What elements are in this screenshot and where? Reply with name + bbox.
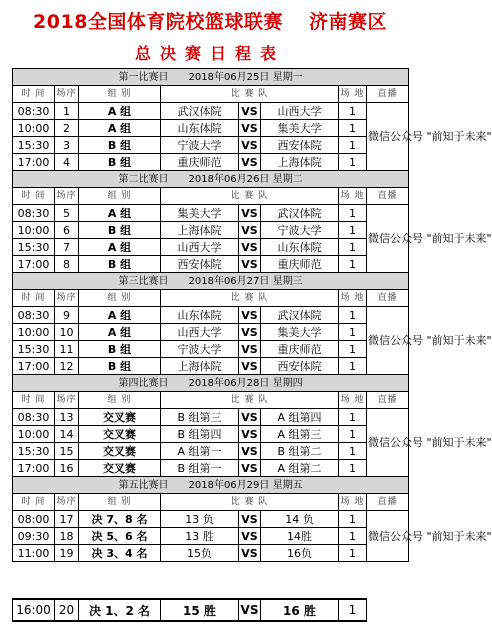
header-venue: 场 地 [339, 86, 367, 103]
vs-label: VS [239, 307, 261, 324]
match-order: 18 [55, 528, 79, 545]
vs-label: VS [239, 443, 261, 460]
match-time: 15:30 [13, 443, 55, 460]
home-team: 集美大学 [161, 205, 239, 222]
match-time: 15:30 [13, 341, 55, 358]
match-order: 6 [55, 222, 79, 239]
away-team: 重庆师范 [261, 341, 339, 358]
match-group: 决 5、6 名 [79, 528, 161, 545]
match-group: B 组 [79, 256, 161, 273]
home-team: 西安体院 [161, 256, 239, 273]
header-order: 场序 [55, 494, 79, 511]
match-row [13, 528, 409, 545]
home-team: B 组第四 [161, 426, 239, 443]
away-team: 山西大学 [261, 103, 339, 120]
match-venue: 1 [339, 528, 367, 545]
match-time: 17:00 [13, 358, 55, 375]
final-match-row [13, 599, 409, 621]
match-time: 10:00 [13, 120, 55, 137]
live-channel: 微信公众号 "前知于未来" [367, 307, 409, 375]
header-live: 直播 [367, 86, 409, 103]
match-row [13, 341, 409, 358]
match-row [13, 137, 409, 154]
match-group: 决 1、2 名 [79, 599, 161, 621]
match-venue: 1 [339, 307, 367, 324]
away-team: 上海体院 [261, 154, 339, 171]
header-live: 直播 [367, 188, 409, 205]
match-time: 08:30 [13, 205, 55, 222]
match-group: B 组 [79, 222, 161, 239]
league-name: 2018全国体育院校篮球联赛 [33, 11, 283, 33]
match-order: 20 [55, 599, 79, 621]
day-date: 2018年06月26日 星期二 [188, 173, 303, 185]
home-team: A 组第一 [161, 443, 239, 460]
vs-label: VS [239, 341, 261, 358]
header-venue: 场 地 [339, 392, 367, 409]
match-time: 08:30 [13, 409, 55, 426]
match-order: 2 [55, 120, 79, 137]
header-time: 时 间 [13, 188, 55, 205]
header-match: 比 赛 队 [161, 86, 339, 103]
header-venue: 场 地 [339, 494, 367, 511]
column-header-row [13, 86, 409, 103]
away-team: 西安体院 [261, 137, 339, 154]
match-order: 8 [55, 256, 79, 273]
day-header [13, 477, 409, 494]
header-time: 时 间 [13, 392, 55, 409]
match-time: 11:00 [13, 545, 55, 562]
away-team: 武汉体院 [261, 307, 339, 324]
vs-label: VS [239, 409, 261, 426]
day-date: 2018年06月25日 星期一 [188, 71, 303, 83]
day-header-row [13, 477, 409, 494]
away-team: A 组第四 [261, 409, 339, 426]
schedule-table [12, 68, 492, 562]
match-venue: 1 [339, 358, 367, 375]
home-team: 13 负 [161, 511, 239, 528]
away-team: 武汉体院 [261, 205, 339, 222]
match-row [13, 511, 409, 528]
match-order: 19 [55, 545, 79, 562]
header-time: 时 间 [13, 86, 55, 103]
away-team: A 组第二 [261, 460, 339, 477]
day-header-row [13, 375, 409, 392]
day-date: 2018年06月27日 星期三 [188, 275, 303, 287]
header-time: 时 间 [13, 290, 55, 307]
away-team: A 组第三 [261, 426, 339, 443]
away-team: 14胜 [261, 528, 339, 545]
match-row [13, 120, 409, 137]
day-header-row [13, 69, 409, 86]
vs-label: VS [239, 324, 261, 341]
day-date: 2018年06月29日 星期五 [188, 479, 303, 491]
home-team: 13 胜 [161, 528, 239, 545]
vs-label: VS [239, 426, 261, 443]
day-date: 2018年06月28日 星期四 [188, 377, 303, 389]
vs-label: VS [239, 460, 261, 477]
match-time: 09:30 [13, 528, 55, 545]
match-time: 10:00 [13, 426, 55, 443]
match-row [13, 443, 409, 460]
away-team: 集美大学 [261, 324, 339, 341]
match-group: A 组 [79, 239, 161, 256]
home-team: 重庆师范 [161, 154, 239, 171]
vs-label: VS [239, 222, 261, 239]
day-name: 第二比赛日 [118, 173, 169, 185]
match-row [13, 409, 409, 426]
match-order: 7 [55, 239, 79, 256]
vs-label: VS [239, 103, 261, 120]
vs-label: VS [239, 599, 261, 621]
day-header-row [13, 273, 409, 290]
match-group: 交叉赛 [79, 409, 161, 426]
match-row [13, 545, 409, 562]
match-group: 交叉赛 [79, 443, 161, 460]
vs-label: VS [239, 205, 261, 222]
home-team: 宁波大学 [161, 137, 239, 154]
column-header-row [13, 494, 409, 511]
day-header [13, 375, 409, 392]
header-live: 直播 [367, 392, 409, 409]
live-channel: 微信公众号 "前知于未来" [367, 205, 409, 273]
match-row [13, 307, 409, 324]
match-order: 9 [55, 307, 79, 324]
vs-label: VS [239, 137, 261, 154]
match-group: B 组 [79, 154, 161, 171]
match-venue: 1 [339, 409, 367, 426]
column-header-row [13, 188, 409, 205]
away-team: 16负 [261, 545, 339, 562]
header-order: 场序 [55, 188, 79, 205]
match-group: A 组 [79, 205, 161, 222]
match-time: 17:00 [13, 460, 55, 477]
day-name: 第三比赛日 [118, 275, 169, 287]
match-group: 交叉赛 [79, 460, 161, 477]
match-order: 3 [55, 137, 79, 154]
schedule-subtitle: 总决赛日程表 [134, 44, 285, 63]
match-row [13, 222, 409, 239]
match-row [13, 256, 409, 273]
home-team: 山东体院 [161, 120, 239, 137]
day-header [13, 171, 409, 188]
match-row [13, 103, 409, 120]
away-team: 集美大学 [261, 120, 339, 137]
match-venue: 1 [339, 341, 367, 358]
match-order: 11 [55, 341, 79, 358]
live-channel: 微信公众号 "前知于未来" [367, 103, 409, 171]
match-group: B 组 [79, 341, 161, 358]
match-venue: 1 [339, 154, 367, 171]
match-order: 14 [55, 426, 79, 443]
home-team: 武汉体院 [161, 103, 239, 120]
away-team: 山东体院 [261, 239, 339, 256]
match-venue: 1 [339, 599, 367, 621]
column-header-row [13, 290, 409, 307]
match-time: 15:30 [13, 137, 55, 154]
header-group: 组 别 [79, 188, 161, 205]
header-group: 组 别 [79, 392, 161, 409]
match-row [13, 324, 409, 341]
away-team: 西安体院 [261, 358, 339, 375]
home-team: 宁波大学 [161, 341, 239, 358]
match-venue: 1 [339, 239, 367, 256]
region-name: 济南赛区 [308, 11, 387, 33]
match-group: 决 7、8 名 [79, 511, 161, 528]
match-order: 12 [55, 358, 79, 375]
home-team: 15负 [161, 545, 239, 562]
home-team: B 组第三 [161, 409, 239, 426]
schedule-title [0, 4, 420, 40]
away-team: 16 胜 [261, 599, 339, 621]
day-name: 第一比赛日 [118, 71, 169, 83]
match-venue: 1 [339, 137, 367, 154]
match-order: 15 [55, 443, 79, 460]
final-live-cell [367, 599, 409, 621]
home-team: 上海体院 [161, 222, 239, 239]
vs-label: VS [239, 511, 261, 528]
away-team: 宁波大学 [261, 222, 339, 239]
match-venue: 1 [339, 205, 367, 222]
vs-label: VS [239, 239, 261, 256]
home-team: 15 胜 [161, 599, 239, 621]
day-header [13, 69, 409, 86]
match-time: 15:30 [13, 239, 55, 256]
match-time: 16:00 [13, 599, 55, 621]
day-header [13, 273, 409, 290]
match-group: A 组 [79, 324, 161, 341]
away-team: 重庆师范 [261, 256, 339, 273]
vs-label: VS [239, 545, 261, 562]
match-row [13, 154, 409, 171]
header-match: 比 赛 队 [161, 290, 339, 307]
match-venue: 1 [339, 460, 367, 477]
vs-label: VS [239, 120, 261, 137]
header-live: 直播 [367, 494, 409, 511]
match-order: 1 [55, 103, 79, 120]
match-time: 10:00 [13, 222, 55, 239]
vs-label: VS [239, 358, 261, 375]
match-venue: 1 [339, 222, 367, 239]
match-group: B 组 [79, 137, 161, 154]
day-header-row [13, 171, 409, 188]
home-team: 山西大学 [161, 239, 239, 256]
match-venue: 1 [339, 120, 367, 137]
home-team: 上海体院 [161, 358, 239, 375]
match-order: 10 [55, 324, 79, 341]
match-order: 5 [55, 205, 79, 222]
match-time: 10:00 [13, 324, 55, 341]
match-order: 16 [55, 460, 79, 477]
match-venue: 1 [339, 324, 367, 341]
match-group: A 组 [79, 307, 161, 324]
match-row [13, 426, 409, 443]
header-match: 比 赛 队 [161, 392, 339, 409]
match-venue: 1 [339, 103, 367, 120]
match-row [13, 460, 409, 477]
match-time: 08:30 [13, 307, 55, 324]
match-order: 17 [55, 511, 79, 528]
header-group: 组 别 [79, 290, 161, 307]
header-group: 组 别 [79, 86, 161, 103]
away-team: 14 负 [261, 511, 339, 528]
header-time: 时 间 [13, 494, 55, 511]
match-venue: 1 [339, 511, 367, 528]
match-time: 17:00 [13, 256, 55, 273]
match-group: B 组 [79, 358, 161, 375]
header-match: 比 赛 队 [161, 494, 339, 511]
header-venue: 场 地 [339, 188, 367, 205]
home-team: 山西大学 [161, 324, 239, 341]
home-team: 山东体院 [161, 307, 239, 324]
match-row [13, 358, 409, 375]
match-row [13, 239, 409, 256]
match-venue: 1 [339, 443, 367, 460]
vs-label: VS [239, 528, 261, 545]
match-group: 决 3、4 名 [79, 545, 161, 562]
match-group: A 组 [79, 103, 161, 120]
header-live: 直播 [367, 290, 409, 307]
column-header-row [13, 392, 409, 409]
match-venue: 1 [339, 426, 367, 443]
header-order: 场序 [55, 86, 79, 103]
header-order: 场序 [55, 290, 79, 307]
vs-label: VS [239, 256, 261, 273]
away-team: B 组第二 [261, 443, 339, 460]
live-channel: 微信公众号 "前知于未来" [367, 409, 409, 477]
match-order: 4 [55, 154, 79, 171]
match-time: 08:00 [13, 511, 55, 528]
match-venue: 1 [339, 545, 367, 562]
live-channel: 微信公众号 "前知于未来" [367, 511, 409, 562]
day-name: 第五比赛日 [118, 479, 169, 491]
match-group: 交叉赛 [79, 426, 161, 443]
final-match-table [12, 598, 409, 622]
match-venue: 1 [339, 256, 367, 273]
match-time: 17:00 [13, 154, 55, 171]
header-order: 场序 [55, 392, 79, 409]
day-name: 第四比赛日 [118, 377, 169, 389]
header-venue: 场 地 [339, 290, 367, 307]
match-row [13, 205, 409, 222]
home-team: B 组第一 [161, 460, 239, 477]
vs-label: VS [239, 154, 261, 171]
header-match: 比 赛 队 [161, 188, 339, 205]
match-group: A 组 [79, 120, 161, 137]
match-order: 13 [55, 409, 79, 426]
match-time: 08:30 [13, 103, 55, 120]
header-group: 组 别 [79, 494, 161, 511]
